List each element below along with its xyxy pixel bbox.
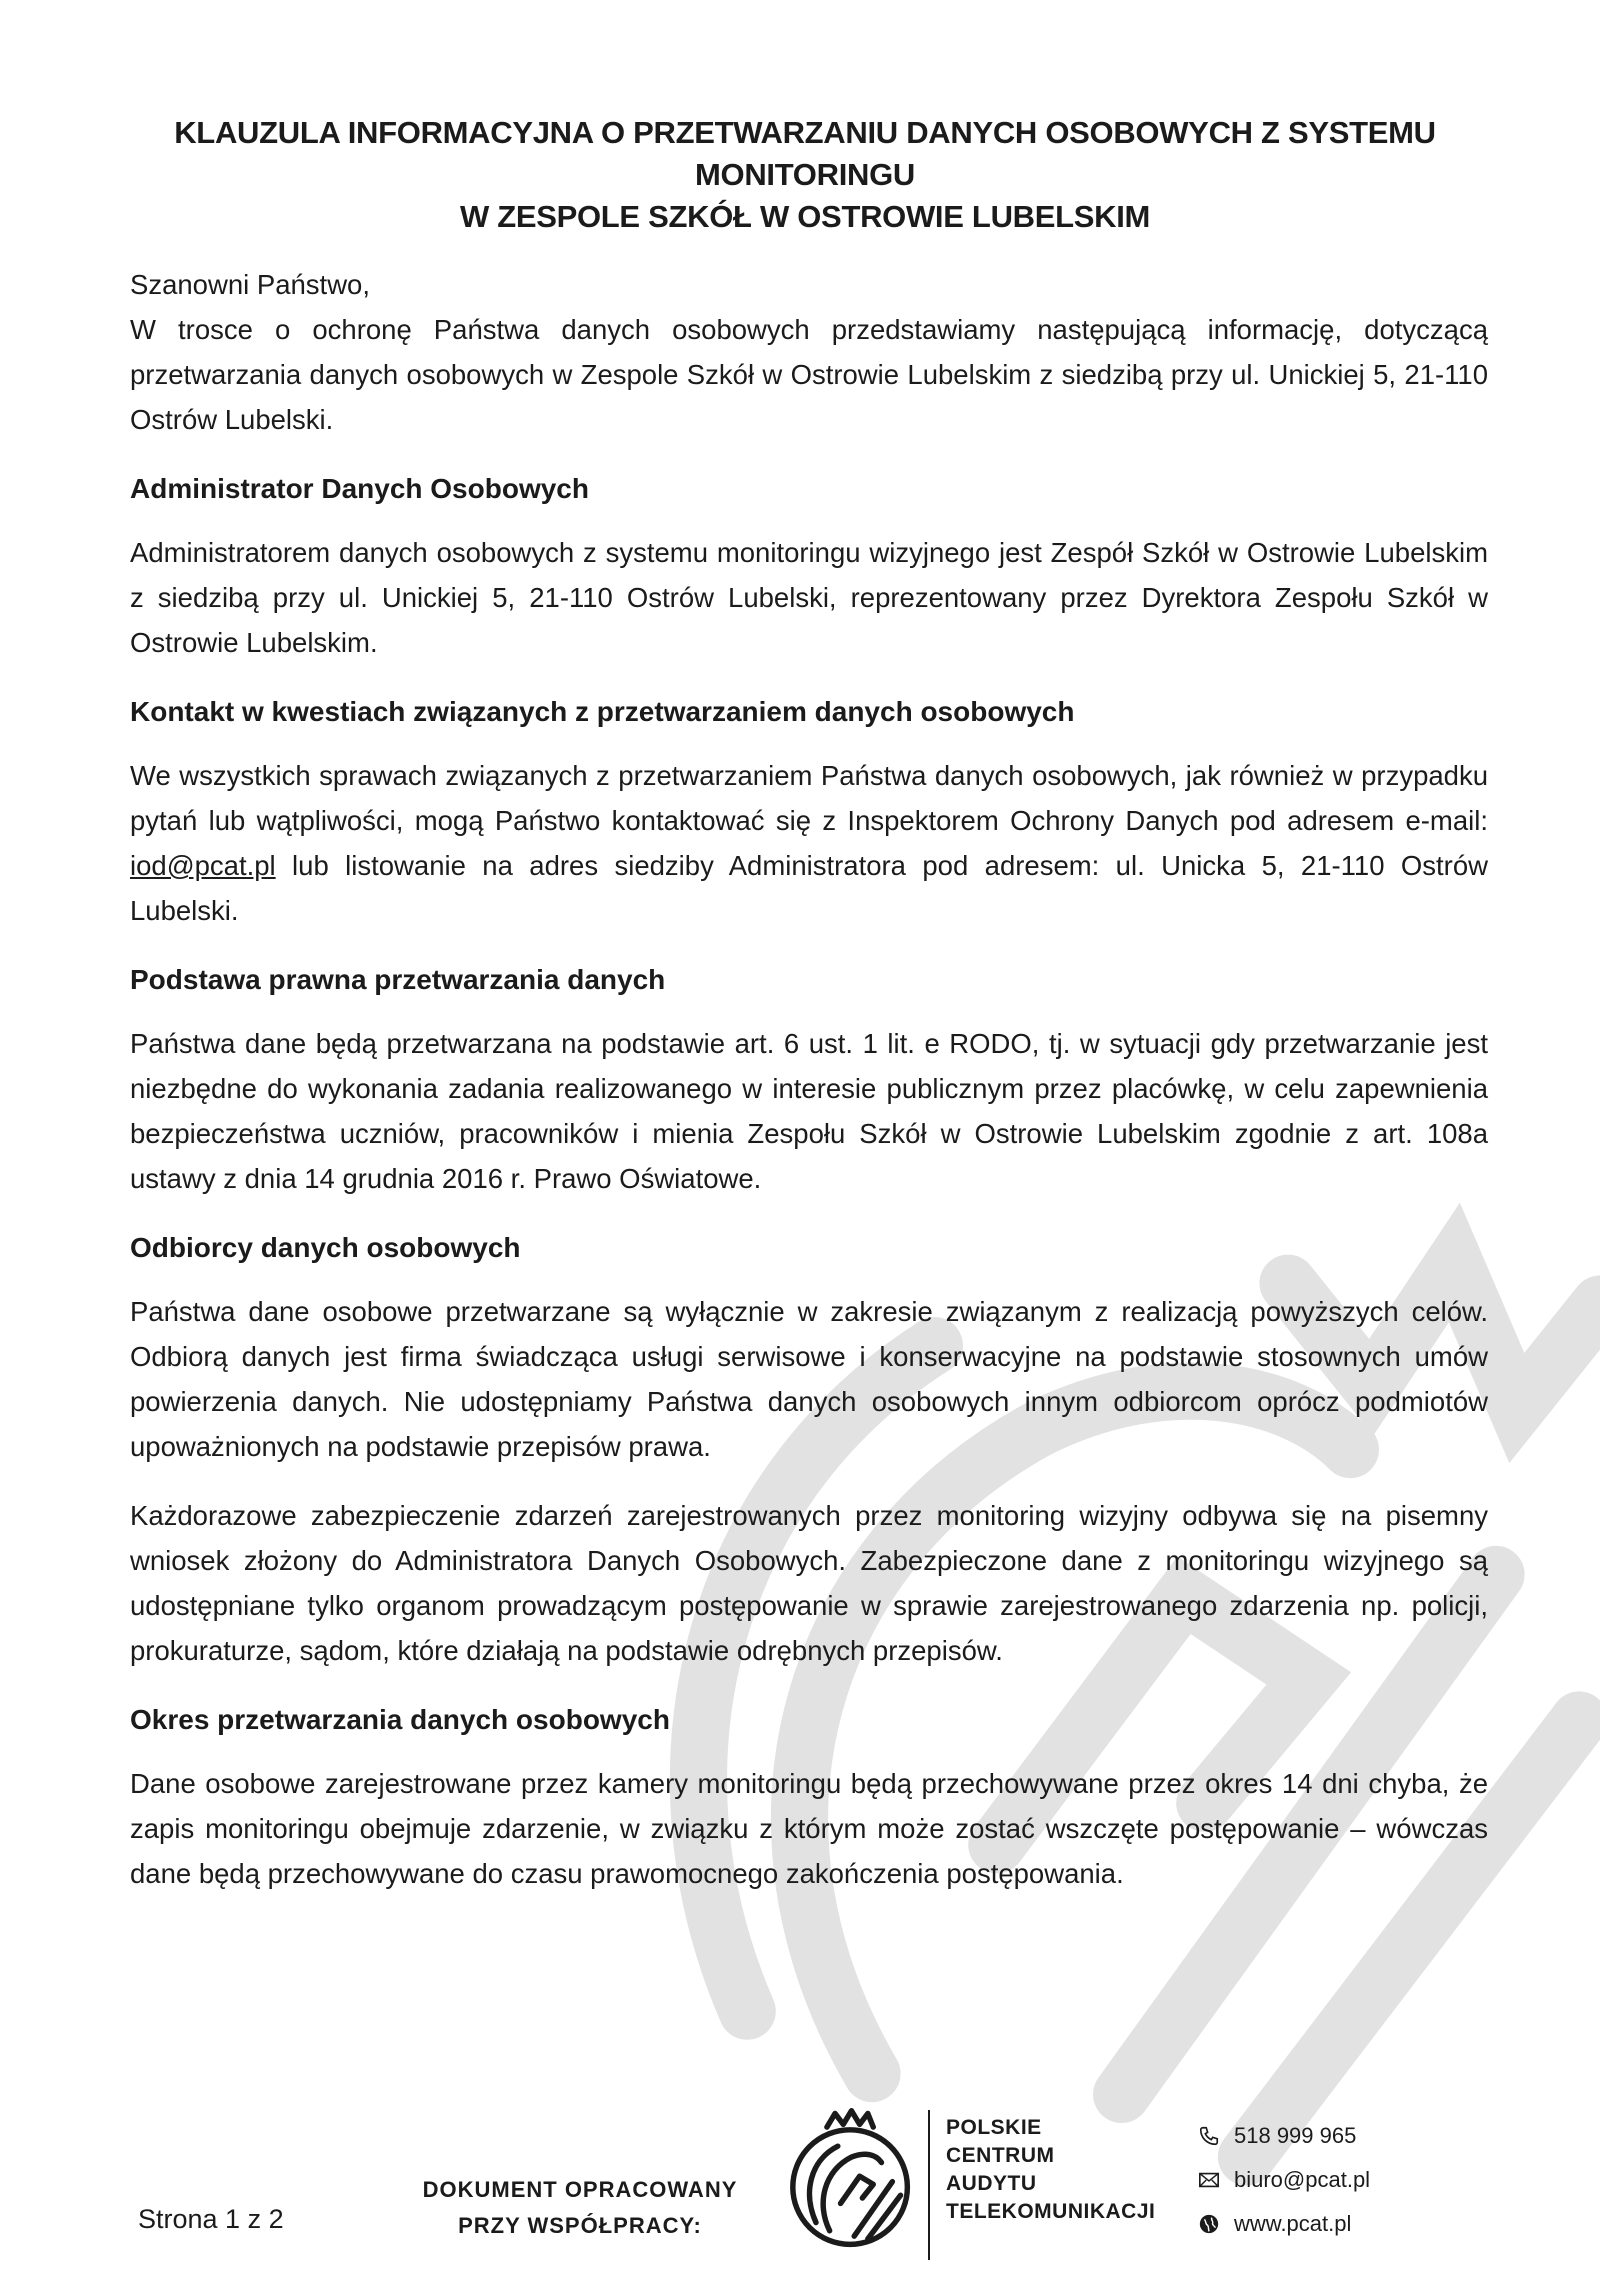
contact-text-after: lub listowanie na adres siedziby Administratora pod adresem: ul. Unicka 5, 21-110 Ostrów Lubelski.	[130, 850, 1488, 926]
company-line-2: CENTRUM	[946, 2144, 1055, 2167]
prepared-with-label	[420, 2172, 740, 2244]
section-text-administrator: Administratorem danych osobowych z systemu monitoringu wizyjnego jest Zespół Szkół w Ostrowie Lubelskim z siedzibą przy ul. Unickiej 5, 21-110 Ostrów Lubelski, reprezentowany przez Dyrektora Zespołu Szkół w Ostrowie Lubelskim.	[130, 537, 1488, 658]
document-body	[130, 262, 1488, 1896]
company-website[interactable]: www.pcat.pl	[1234, 2211, 1352, 2236]
title-line-1: KLAUZULA INFORMACYJNA O PRZETWARZANIU DANYCH OSOBOWYCH Z SYSTEMU MONITORINGU	[174, 115, 1436, 192]
eagle-emblem-logo-icon	[776, 2108, 916, 2258]
company-name	[946, 2114, 1155, 2226]
company-line-1: POLSKIE	[946, 2116, 1042, 2139]
prepared-line-1: DOKUMENT OPRACOWANY	[422, 2177, 738, 2202]
globe-icon	[1198, 2213, 1220, 2235]
section-text-contact	[130, 753, 1488, 933]
section-text-retention: Dane osobowe zarejestrowane przez kamery monitoringu będą przechowywane przez okres 14 dni chyba, że zapis monitoringu obejmuje zdarzenie, w związku z którym może zostać wszczęte postępowanie – wówczas dane będą przechowywane do czasu prawomocnego zakończenia postępowania.	[130, 1768, 1488, 1889]
page-number: Strona 1 z 2	[138, 2204, 284, 2234]
contact-email	[1198, 2158, 1370, 2202]
section-text-recipients: Państwa dane osobowe przetwarzane są wyłącznie w zakresie związanym z realizacją powyższych celów. Odbiorą danych jest firma świadcząca usługi serwisowe i konserwacyjne na podstawie stosownych umów powierzenia danych. Nie udostępniamy Państwa danych osobowych innym odbiorcom oprócz podmiotów upoważnionych na podstawie przepisów prawa.	[130, 1296, 1488, 1462]
iod-email-link[interactable]: iod@pcat.pl	[130, 850, 276, 881]
phone-number[interactable]: 518 999 965	[1234, 2123, 1357, 2148]
section-heading-legal-basis: Podstawa prawna przetwarzania danych	[130, 964, 666, 995]
company-line-3: AUDYTU	[946, 2172, 1037, 2195]
contact-phone	[1198, 2114, 1370, 2158]
envelope-icon	[1198, 2169, 1220, 2191]
company-email[interactable]: biuro@pcat.pl	[1234, 2167, 1371, 2192]
section-text-recipients-2: Każdorazowe zabezpieczenie zdarzeń zarejestrowanych przez monitoring wizyjny odbywa się na pisemny wniosek złożony do Administratora Danych Osobowych. Zabezpieczone dane z monitoringu wizyjnego są udostępniane tylko organom prowadzącym postępowanie w sprawie zarejestrowanego zdarzenia np. policji, prokuraturze, sądom, które działają na podstawie odrębnych przepisów.	[130, 1500, 1488, 1666]
section-heading-retention: Okres przetwarzania danych osobowych	[130, 1704, 670, 1735]
company-contacts	[1198, 2114, 1370, 2246]
company-line-4: TELEKOMUNIKACJI	[946, 2200, 1156, 2223]
section-text-legal-basis: Państwa dane będą przetwarzana na podstawie art. 6 ust. 1 lit. e RODO, tj. w sytuacji gdy przetwarzanie jest niezbędne do wykonania zadania realizowanego w interesie publicznym przez placówkę, w celu zapewnienia bezpieczeństwa uczniów, pracowników i mienia Zespołu Szkół w Ostrowie Lubelskim zgodnie z art. 108a ustawy z dnia 14 grudnia 2016 r. Prawo Oświatowe.	[130, 1028, 1488, 1194]
phone-icon	[1198, 2125, 1220, 2147]
intro-paragraph: W trosce o ochronę Państwa danych osobowych przedstawiamy następującą informację, dotyczącą przetwarzania danych osobowych w Zespole Szkół w Ostrowie Lubelskim z siedzibą przy ul. Unickiej 5, 21-110 Ostrów Lubelski.	[130, 314, 1488, 435]
prepared-line-2: PRZY WSPÓŁPRACY:	[458, 2213, 702, 2238]
section-heading-administrator: Administrator Danych Osobowych	[130, 473, 589, 504]
footer-divider	[928, 2110, 930, 2260]
greeting: Szanowni Państwo,	[130, 269, 370, 300]
title-line-2: W ZESPOLE SZKÓŁ W OSTROWIE LUBELSKIM	[459, 199, 1151, 234]
section-heading-recipients: Odbiorcy danych osobowych	[130, 1232, 521, 1263]
document-title	[100, 112, 1510, 238]
contact-text-before: We wszystkich sprawach związanych z przetwarzaniem Państwa danych osobowych, jak również w przypadku pytań lub wątpliwości, mogą Państwo kontaktować się z Inspektorem Ochrony Danych pod adresem e-mail:	[130, 760, 1488, 836]
contact-website	[1198, 2202, 1370, 2246]
footer	[0, 2080, 1606, 2280]
section-heading-contact: Kontakt w kwestiach związanych z przetwarzaniem danych osobowych	[130, 696, 1075, 727]
